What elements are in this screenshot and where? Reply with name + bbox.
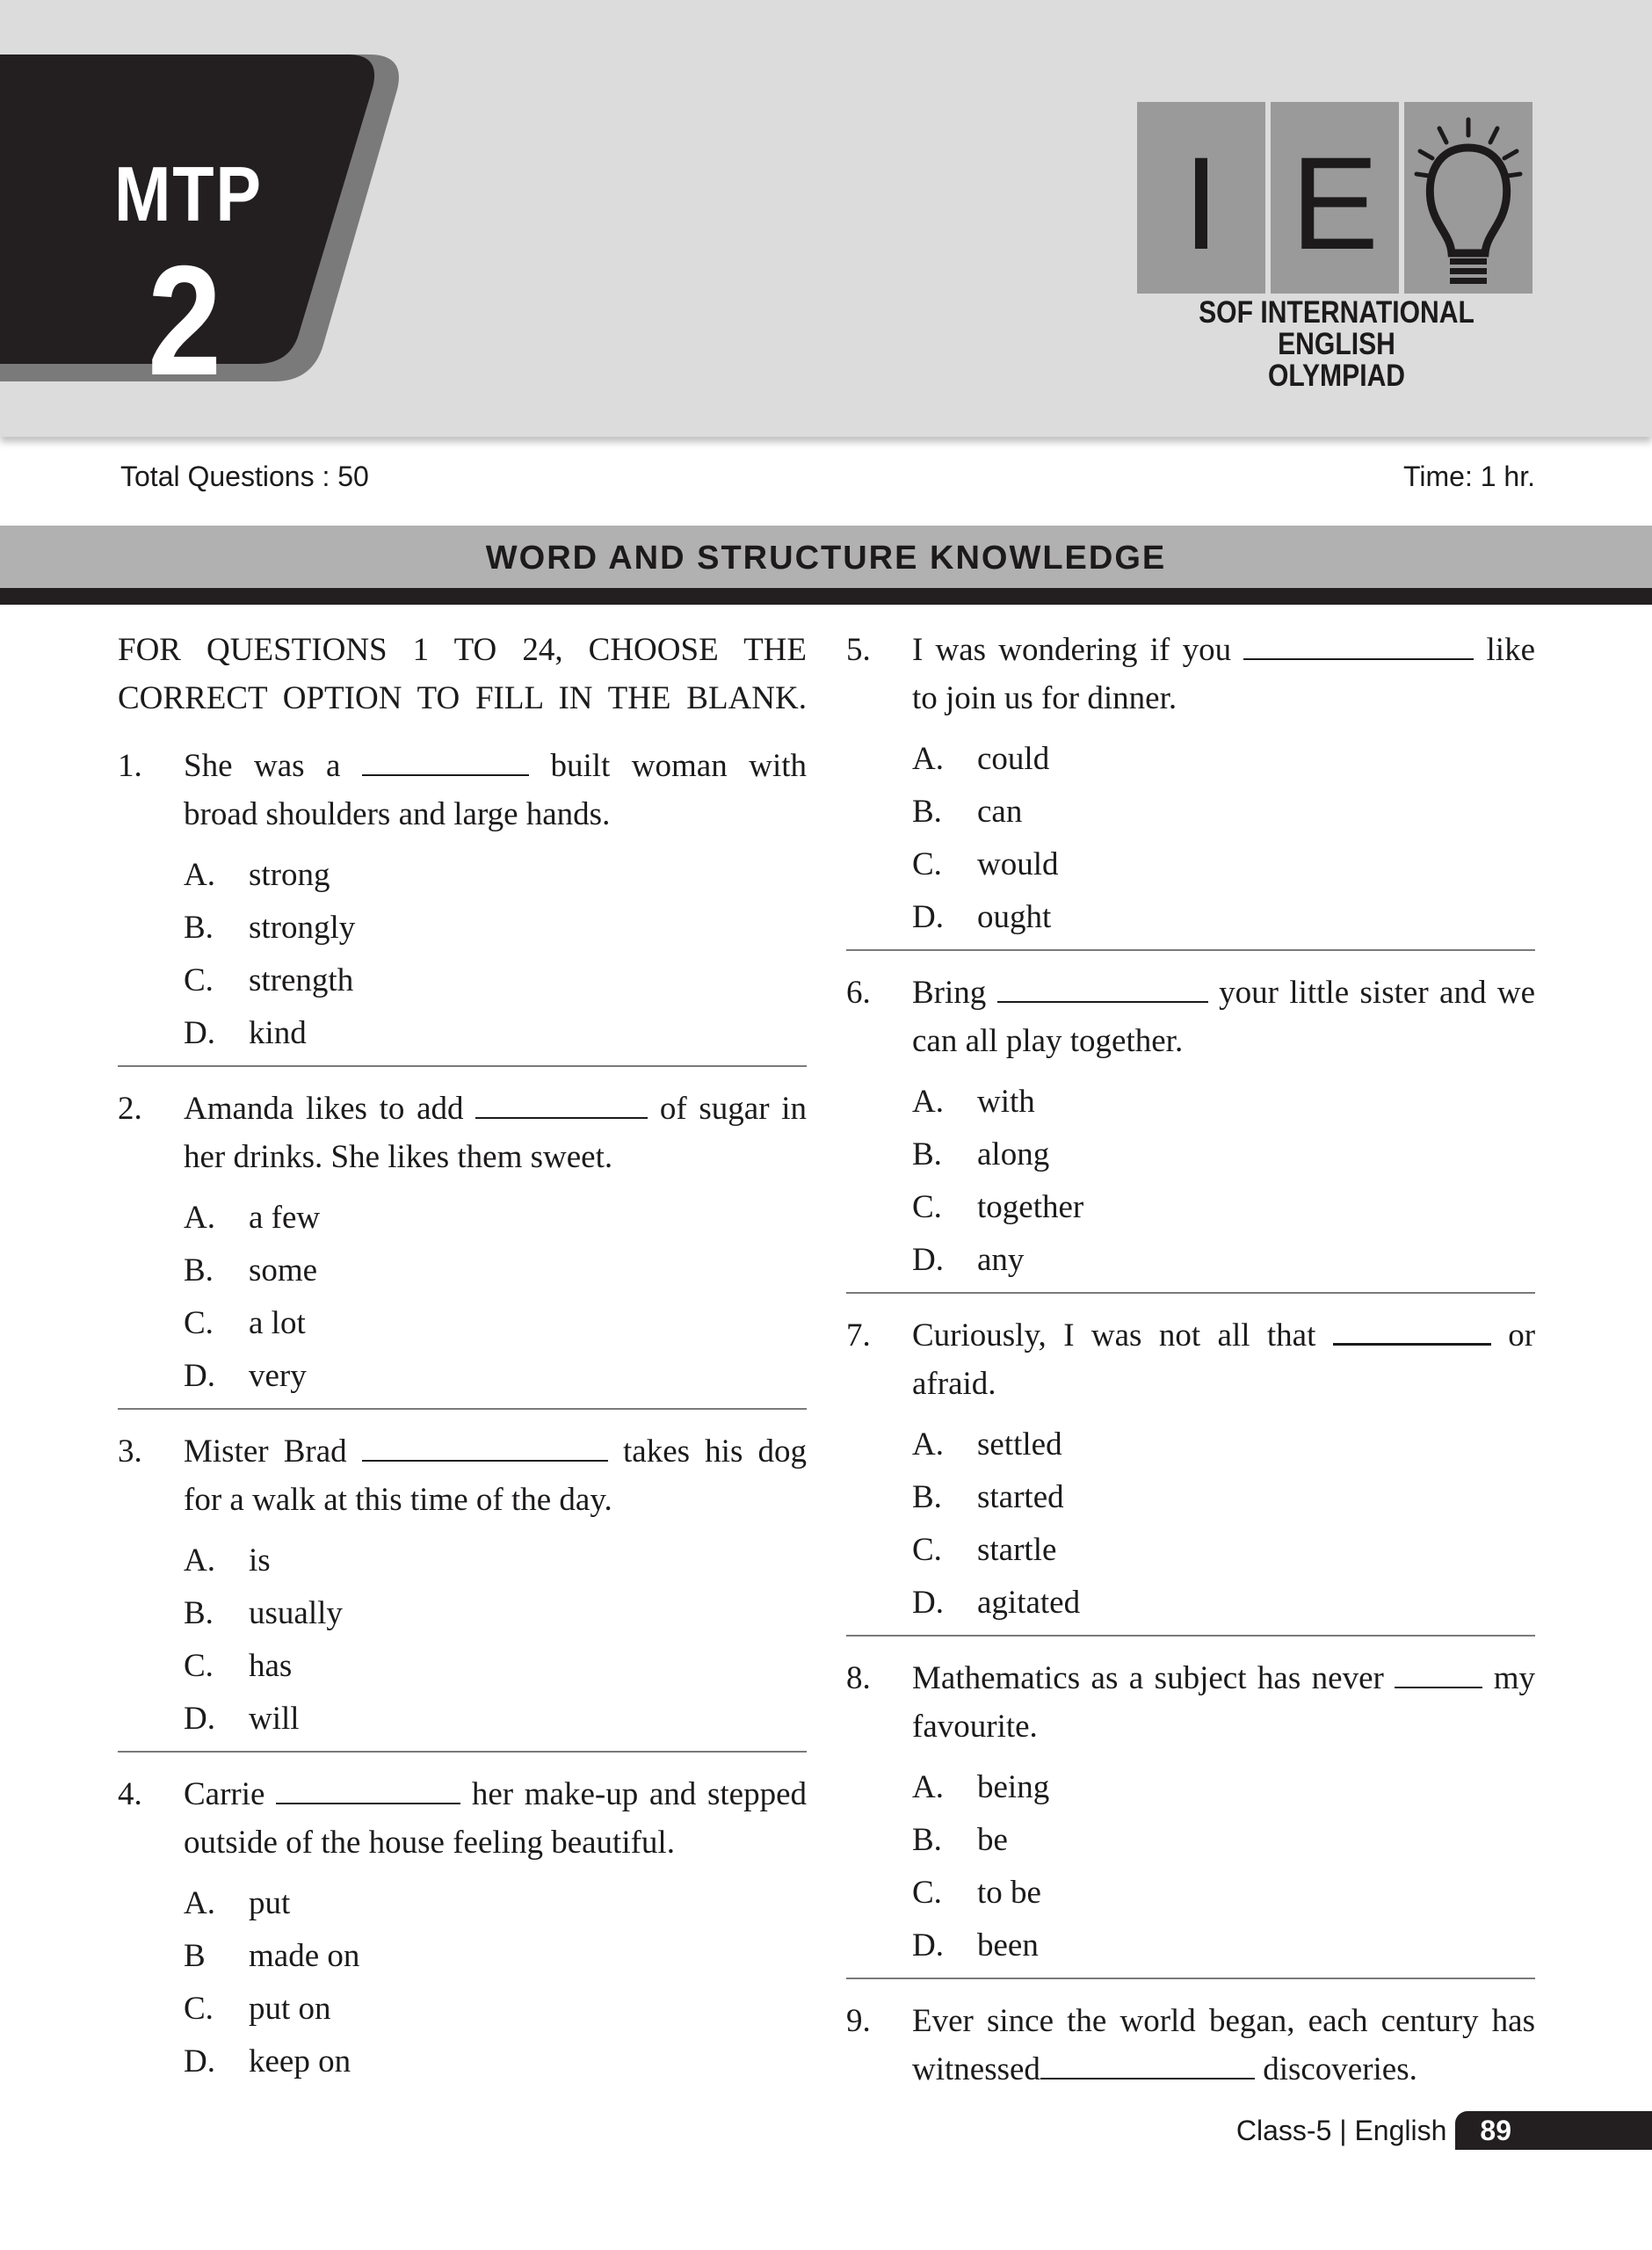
question-text (184, 1085, 807, 1181)
option-a[interactable]: A. put (184, 1885, 291, 1921)
option-d[interactable]: D. very (184, 1358, 307, 1394)
option-c[interactable]: C. to be (912, 1875, 1041, 1911)
question-1 (118, 742, 807, 1067)
question-number: 8. (846, 1660, 871, 1696)
logo-caption-line1: SOF INTERNATIONAL ENGLISH (1199, 295, 1474, 361)
option-a[interactable]: A. settled (912, 1426, 1062, 1462)
page-footer (1236, 2111, 1652, 2150)
options-list (184, 1192, 807, 1403)
footer-class-subject: Class-5 | English (1235, 2114, 1447, 2146)
option-c[interactable]: C. together (912, 1189, 1084, 1225)
answer-blank (1395, 1657, 1482, 1688)
instruction-line1: FOR QUESTIONS 1 TO 24, CHOOSE THE (118, 632, 807, 668)
badge-label: MTP (114, 150, 263, 237)
option-a[interactable]: A. strong (184, 857, 330, 893)
question-number: 4. (118, 1776, 142, 1812)
question-text (184, 1427, 807, 1524)
question-number: 7. (846, 1317, 871, 1354)
answer-blank (276, 1773, 460, 1804)
section-title: WORD AND STRUCTURE KNOWLEDGE (0, 526, 1652, 605)
left-column (118, 626, 807, 2111)
question-text (912, 1997, 1535, 2094)
question-text-pre: Carrie (184, 1776, 265, 1812)
question-text-pre: Bring (912, 975, 987, 1011)
options-list (184, 1535, 807, 1746)
question-2 (118, 1085, 807, 1410)
instruction-line2: CORRECT OPTION TO FILL IN THE BLANK. (118, 680, 807, 716)
answer-blank (475, 1087, 648, 1119)
options-list (912, 1076, 1535, 1287)
question-text-post: your little sister and we can all play together. (912, 975, 1536, 1059)
option-b[interactable]: B made on (184, 1938, 360, 1974)
time-limit: Time: 1 hr. (1403, 461, 1535, 492)
question-4 (118, 1770, 807, 2094)
logo-letter-e: E (1271, 102, 1399, 294)
question-text-post: of sugar in her drinks. She likes them sweet. (184, 1091, 807, 1175)
question-text-post: takes his dog for a walk at this time of the day. (184, 1433, 808, 1518)
option-c[interactable]: C. strength (184, 962, 354, 998)
option-d[interactable]: D. been (912, 1927, 1039, 1963)
header-band (0, 0, 1652, 437)
right-column (846, 626, 1535, 2116)
question-text-post: like to join us for dinner. (912, 632, 1535, 716)
question-text (912, 626, 1535, 722)
question-9 (846, 1997, 1535, 2099)
logo-caption (1165, 297, 1508, 392)
option-d[interactable]: D. agitated (912, 1585, 1081, 1621)
question-text-pre: She was a (184, 748, 341, 784)
option-b[interactable]: B. some (184, 1252, 318, 1288)
question-number: 2. (118, 1091, 142, 1127)
answer-blank (997, 971, 1208, 1003)
question-text (912, 969, 1535, 1065)
question-3 (118, 1427, 807, 1753)
logo-letter-i: I (1137, 102, 1265, 294)
question-text-pre: Mathematics as a subject has never (912, 1660, 1384, 1696)
option-a[interactable]: A. being (912, 1769, 1050, 1805)
question-text-post: or afraid. (912, 1317, 1536, 1402)
lightbulb-icon (1404, 102, 1532, 294)
option-d[interactable]: D. keep on (184, 2043, 351, 2079)
options-list (912, 733, 1535, 944)
question-text (912, 1311, 1535, 1408)
option-b[interactable]: B. usually (184, 1595, 343, 1631)
answer-blank (1040, 2048, 1255, 2079)
option-b[interactable]: B. can (912, 794, 1023, 830)
question-text (912, 1654, 1535, 1751)
option-b[interactable]: B. along (912, 1136, 1050, 1172)
question-text (184, 1770, 807, 1867)
option-c[interactable]: C. put on (184, 1991, 331, 2027)
question-text-post: my favourite. (912, 1660, 1536, 1745)
option-d[interactable]: D. will (184, 1701, 300, 1737)
answer-blank (1243, 628, 1474, 660)
question-text-post: her make-up and stepped outside of the house feeling beautiful. (184, 1776, 808, 1861)
question-text-post: built woman with broad shoulders and large hands. (184, 748, 808, 832)
question-5 (846, 626, 1535, 951)
answer-blank (362, 1430, 608, 1462)
total-questions: Total Questions : 50 (120, 461, 369, 492)
option-c[interactable]: C. would (912, 846, 1059, 882)
badge-number: 2 (148, 233, 222, 408)
question-number: 9. (846, 2003, 871, 2039)
question-text-pre: I was wondering if you (912, 632, 1232, 668)
option-b[interactable]: B. be (912, 1822, 1008, 1858)
option-c[interactable]: C. startle (912, 1532, 1057, 1568)
option-a[interactable]: A. with (912, 1084, 1035, 1120)
option-a[interactable]: A. could (912, 741, 1050, 777)
question-number: 6. (846, 975, 871, 1011)
option-d[interactable]: D. ought (912, 899, 1052, 935)
option-c[interactable]: C. a lot (184, 1305, 306, 1341)
question-text-pre: Amanda likes to add (184, 1091, 464, 1127)
question-text-pre: Mister Brad (184, 1433, 347, 1470)
page-number: 89 (1455, 2111, 1652, 2150)
option-c[interactable]: C. has (184, 1648, 293, 1684)
options-list (912, 1419, 1535, 1629)
option-b[interactable]: B. strongly (184, 910, 356, 946)
question-number: 1. (118, 748, 142, 784)
question-text-post: discoveries. (1263, 2051, 1417, 2087)
option-a[interactable]: A. a few (184, 1200, 321, 1236)
option-d[interactable]: D. any (912, 1242, 1025, 1278)
options-list (184, 1877, 807, 2088)
options-list (184, 849, 807, 1060)
question-6 (846, 969, 1535, 1294)
question-7 (846, 1311, 1535, 1637)
question-number: 3. (118, 1433, 142, 1470)
option-d[interactable]: D. kind (184, 1015, 307, 1051)
question-text-pre: Curiously, I was not all that (912, 1317, 1316, 1354)
option-a[interactable]: A. is (184, 1542, 271, 1579)
answer-blank (362, 744, 529, 776)
question-text (184, 742, 807, 838)
question-8 (846, 1654, 1535, 1979)
answer-blank (1333, 1313, 1491, 1346)
instructions (118, 626, 807, 722)
options-list (912, 1761, 1535, 1972)
option-b[interactable]: B. started (912, 1479, 1064, 1515)
question-text-pre: Ever since the world began, each century has witnessed (912, 2003, 1535, 2087)
question-number: 5. (846, 632, 871, 668)
logo-caption-line2: OLYMPIAD (1267, 359, 1406, 393)
mtp-badge (0, 54, 413, 408)
ieo-logo (1137, 102, 1536, 393)
